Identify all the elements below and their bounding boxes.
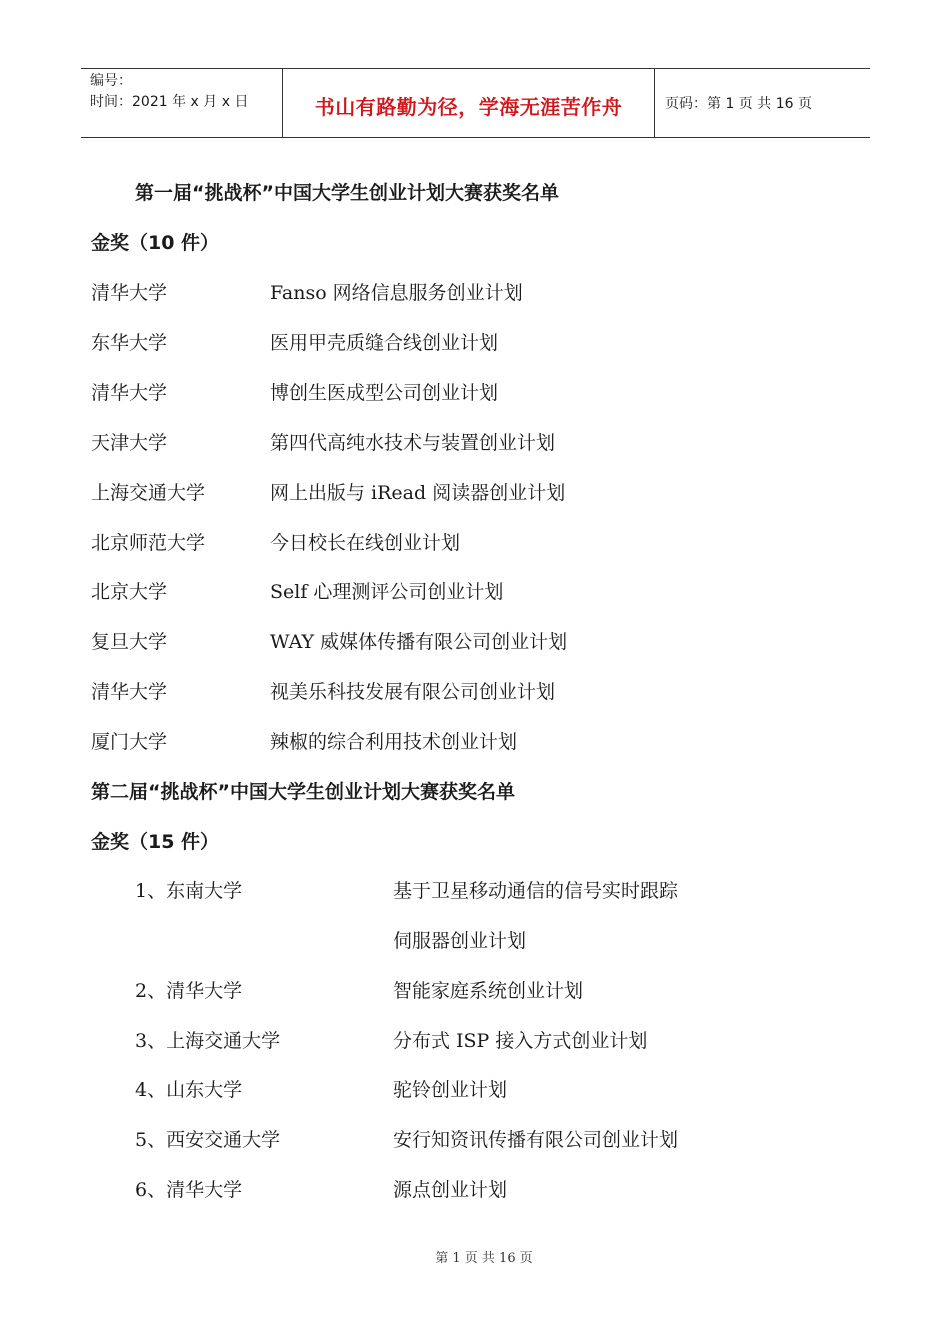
s1-project: Self 心理测评公司创业计划 <box>270 581 504 603</box>
s1-project: 第四代高纯水技术与装置创业计划 <box>270 432 556 454</box>
s2-school: 2、清华大学 <box>135 980 243 1002</box>
s1-school: 上海交通大学 <box>91 482 206 504</box>
section2-award: 金奖（15 件） <box>91 831 220 853</box>
s2-school: 3、上海交通大学 <box>135 1030 281 1052</box>
s2-project: 源点创业计划 <box>393 1179 508 1201</box>
s2-school: 1、东南大学 <box>135 880 243 902</box>
header-center-cell <box>282 69 655 137</box>
s1-school: 东华大学 <box>91 332 168 354</box>
header-motto: 书山有路勤为径，学海无涯苦作舟 <box>314 95 623 119</box>
s2-school: 4、山东大学 <box>135 1079 243 1101</box>
document-number-label: 编号： <box>90 73 132 89</box>
section2-title: 第二届“挑战杯”中国大学生创业计划大赛获奖名单 <box>91 781 515 803</box>
s1-project: Fanso 网络信息服务创业计划 <box>270 282 523 304</box>
s1-school: 厦门大学 <box>91 731 168 753</box>
s1-school: 复旦大学 <box>91 631 168 653</box>
page-footer: 第 1 页 共 16 页 <box>435 1251 533 1266</box>
section1-award: 金奖（10 件） <box>91 232 220 254</box>
s2-project: 分布式 ISP 接入方式创业计划 <box>393 1030 648 1052</box>
s1-school: 北京大学 <box>91 581 168 603</box>
s2-project-continued: 伺服器创业计划 <box>393 930 527 952</box>
s2-school: 6、清华大学 <box>135 1179 243 1201</box>
s1-school: 清华大学 <box>91 382 168 404</box>
s1-project: 视美乐科技发展有限公司创业计划 <box>270 681 556 703</box>
s1-project: 网上出版与 iRead 阅读器创业计划 <box>270 482 566 504</box>
s1-school: 天津大学 <box>91 432 168 454</box>
s1-project: 博创生医成型公司创业计划 <box>270 382 499 404</box>
header-right-cell <box>655 69 870 137</box>
page-header <box>81 68 870 138</box>
s1-project: 辣椒的综合利用技术创业计划 <box>270 731 518 753</box>
s1-school: 北京师范大学 <box>91 532 206 554</box>
s1-project: 今日校长在线创业计划 <box>270 532 461 554</box>
s2-project: 驼铃创业计划 <box>393 1079 508 1101</box>
s2-project: 智能家庭系统创业计划 <box>393 980 584 1002</box>
s2-project: 基于卫星移动通信的信号实时跟踪 <box>393 880 679 902</box>
s1-school: 清华大学 <box>91 681 168 703</box>
s1-project: WAY 威媒体传播有限公司创业计划 <box>270 631 568 653</box>
section1-title: 第一届“挑战杯”中国大学生创业计划大赛获奖名单 <box>135 182 559 204</box>
s1-project: 医用甲壳质缝合线创业计划 <box>270 332 499 354</box>
document-date: 时间：2021 年 x 月 x 日 <box>90 94 249 110</box>
header-page-info: 页码：第 1 页 共 16 页 <box>665 96 812 112</box>
s2-project: 安行知资讯传播有限公司创业计划 <box>393 1129 679 1151</box>
s2-school: 5、西安交通大学 <box>135 1129 281 1151</box>
header-left-cell <box>81 69 282 137</box>
s1-school: 清华大学 <box>91 282 168 304</box>
